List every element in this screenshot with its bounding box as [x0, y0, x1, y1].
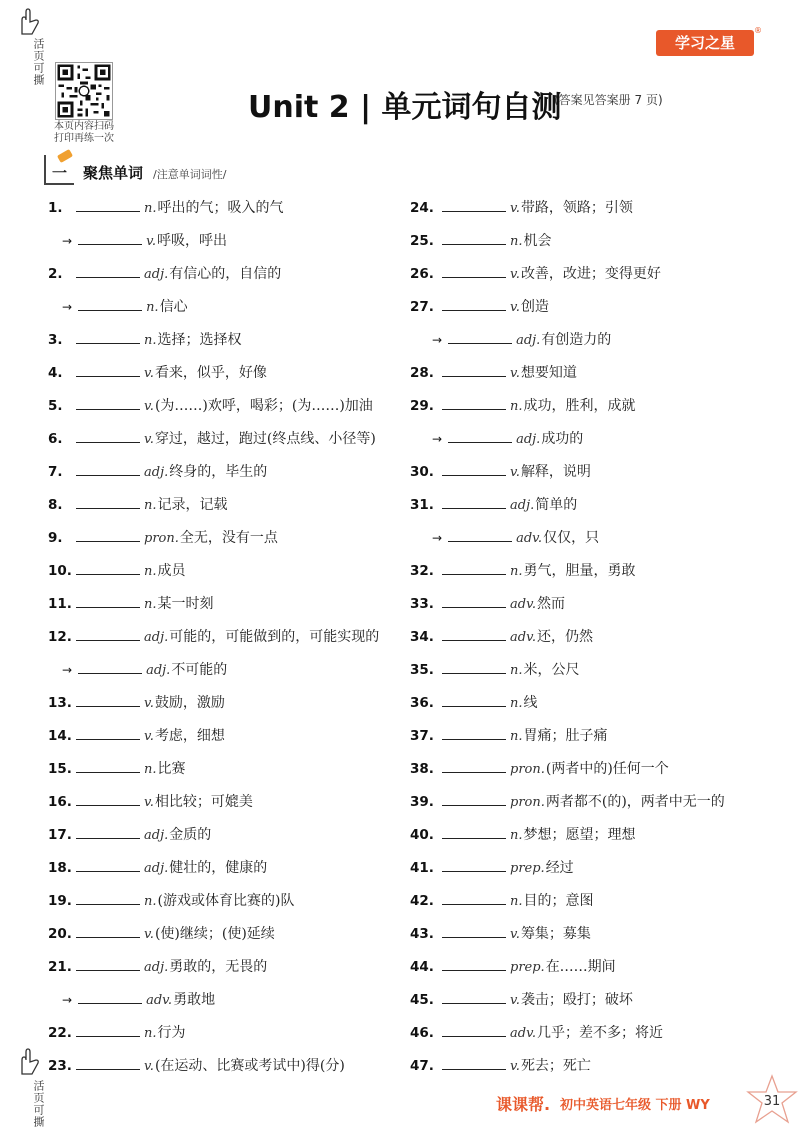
part-of-speech: adj.: [144, 465, 169, 480]
definition: 胃痛；肚子痛: [523, 728, 608, 744]
definition: (使)继续；(使)延续: [154, 926, 275, 942]
definition: 米，公尺: [523, 662, 580, 678]
definition: 线: [523, 695, 538, 711]
answer-blank[interactable]: [76, 857, 140, 872]
answer-blank[interactable]: [76, 956, 140, 971]
vocab-item: [48, 626, 379, 650]
item-number: 10.: [48, 563, 72, 579]
part-of-speech: adv.: [510, 597, 537, 612]
answer-blank[interactable]: [76, 725, 140, 740]
answer-blank[interactable]: [78, 989, 142, 1004]
part-of-speech: prep.: [510, 960, 545, 975]
vocab-item: [48, 329, 242, 353]
part-of-speech: v.: [510, 201, 520, 216]
item-number: 15.: [48, 761, 72, 777]
answer-blank[interactable]: [442, 626, 506, 641]
vocab-item: [48, 1022, 186, 1046]
definition: 比赛: [157, 761, 186, 777]
vocab-item: [410, 923, 591, 947]
answer-blank[interactable]: [448, 329, 512, 344]
definition: 目的；意图: [523, 893, 594, 909]
definition: 呼出的气；吸入的气: [157, 200, 284, 216]
definition: 筹集；募集: [520, 926, 591, 942]
arrow-icon: →: [432, 333, 443, 347]
definition: 记录，记载: [157, 497, 228, 513]
item-number: 1.: [48, 200, 63, 216]
definition: 考虑，细想: [154, 728, 225, 744]
definition: 仅仅，只: [543, 530, 600, 546]
section-number: 一: [52, 164, 68, 182]
definition: (为……)欢呼，喝彩；(为……)加油: [154, 398, 373, 414]
part-of-speech: adj.: [510, 498, 535, 513]
vocab-item: [48, 1055, 345, 1079]
part-of-speech: n.: [510, 729, 523, 744]
item-number: 30.: [410, 464, 434, 480]
answer-blank[interactable]: [442, 1022, 506, 1037]
part-of-speech: v.: [144, 795, 154, 810]
vocab-item: [410, 659, 580, 683]
definition: 穿过，越过，跑过(终点线、小径等): [154, 431, 376, 447]
part-of-speech: n.: [144, 894, 157, 909]
definition: 成员: [157, 563, 186, 579]
part-of-speech: v.: [144, 927, 154, 942]
item-number: 6.: [48, 431, 63, 447]
part-of-speech: v.: [144, 432, 154, 447]
part-of-speech: n.: [144, 498, 157, 513]
part-of-speech: v.: [146, 234, 156, 249]
vocab-item: [410, 395, 636, 419]
part-of-speech: v.: [144, 729, 154, 744]
item-number: 34.: [410, 629, 434, 645]
answer-blank[interactable]: [76, 329, 140, 344]
answer-reference-note: (答案见答案册 7 页): [554, 93, 663, 107]
answer-blank[interactable]: [442, 494, 506, 509]
part-of-speech: adv.: [146, 993, 173, 1008]
definition: 改善，改进；变得更好: [520, 266, 661, 282]
answer-blank[interactable]: [442, 362, 506, 377]
item-number: 14.: [48, 728, 72, 744]
part-of-speech: pron.: [510, 762, 545, 777]
definition: 行为: [157, 1025, 186, 1041]
part-of-speech: v.: [510, 993, 520, 1008]
vocab-item: [48, 758, 186, 782]
answer-blank[interactable]: [76, 395, 140, 410]
answer-blank[interactable]: [76, 890, 140, 905]
part-of-speech: adj.: [144, 861, 169, 876]
part-of-speech: pron.: [144, 531, 179, 546]
vocab-item: [410, 989, 633, 1013]
part-of-speech: v.: [510, 1059, 520, 1074]
hand-pointer-icon: [14, 8, 40, 36]
part-of-speech: n.: [510, 399, 523, 414]
answer-blank[interactable]: [76, 263, 140, 278]
part-of-speech: n.: [144, 201, 157, 216]
item-number: 2.: [48, 266, 63, 282]
part-of-speech: v.: [510, 465, 520, 480]
answer-blank[interactable]: [442, 692, 506, 707]
part-of-speech: n.: [510, 234, 523, 249]
vocab-item: [48, 692, 225, 716]
item-number: 7.: [48, 464, 63, 480]
vocab-item: [48, 857, 267, 881]
answer-blank[interactable]: [442, 890, 506, 905]
definition: (游戏或体育比赛的)队: [157, 893, 295, 909]
vocab-item: [48, 560, 186, 584]
vocab-item: [48, 956, 267, 980]
page-number: 31: [763, 1094, 781, 1109]
item-number: 5.: [48, 398, 63, 414]
definition: 有创造力的: [541, 332, 612, 348]
answer-blank[interactable]: [76, 494, 140, 509]
arrow-icon: →: [432, 531, 443, 545]
answer-blank[interactable]: [442, 758, 506, 773]
vocab-item: [48, 791, 253, 815]
item-number: 13.: [48, 695, 72, 711]
vocab-item: [48, 428, 376, 452]
answer-blank[interactable]: [442, 395, 506, 410]
vocab-item: [410, 626, 593, 650]
item-number: 19.: [48, 893, 72, 909]
answer-blank[interactable]: [76, 428, 140, 443]
definition: 创造: [520, 299, 549, 315]
item-number: 33.: [410, 596, 434, 612]
item-number: 27.: [410, 299, 434, 315]
vocab-item: [48, 890, 294, 914]
answer-blank[interactable]: [78, 230, 142, 245]
vocab-item: [410, 791, 725, 815]
answer-blank[interactable]: [442, 824, 506, 839]
arrow-icon: →: [62, 663, 73, 677]
vocab-derived-item: [432, 428, 583, 452]
vocab-item: [48, 362, 267, 386]
answer-blank[interactable]: [442, 956, 506, 971]
definition: 成功的: [541, 431, 584, 447]
part-of-speech: n.: [510, 696, 523, 711]
item-number: 8.: [48, 497, 63, 513]
answer-blank[interactable]: [442, 560, 506, 575]
vocab-item: [48, 725, 225, 749]
part-of-speech: adv.: [510, 1026, 537, 1041]
definition: 几乎；差不多；将近: [537, 1025, 664, 1041]
part-of-speech: v.: [510, 366, 520, 381]
brand-logo: 学习之星: [656, 30, 754, 56]
definition: 解释，说明: [520, 464, 591, 480]
answer-blank[interactable]: [76, 923, 140, 938]
definition: 想要知道: [520, 365, 577, 381]
item-number: 26.: [410, 266, 434, 282]
vocab-item: [410, 362, 577, 386]
answer-blank[interactable]: [76, 758, 140, 773]
definition: 呼吸，呼出: [157, 233, 227, 249]
definition: 两者都不(的)，两者中无一的: [545, 794, 725, 810]
answer-blank[interactable]: [76, 692, 140, 707]
part-of-speech: n.: [144, 333, 157, 348]
item-number: 16.: [48, 794, 72, 810]
item-number: 28.: [410, 365, 434, 381]
vocab-derived-item: [62, 296, 188, 320]
item-number: 41.: [410, 860, 434, 876]
vocab-item: [48, 395, 373, 419]
answer-blank[interactable]: [448, 428, 512, 443]
part-of-speech: n.: [146, 300, 159, 315]
definition: 机会: [523, 233, 552, 249]
answer-blank[interactable]: [442, 923, 506, 938]
vocab-item: [48, 593, 214, 617]
vocab-item: [48, 494, 228, 518]
part-of-speech: adj.: [144, 960, 169, 975]
vocab-item: [410, 1055, 591, 1079]
registered-mark: ®: [754, 26, 762, 35]
part-of-speech: adj.: [144, 267, 169, 282]
part-of-speech: n.: [510, 894, 523, 909]
definition: 金质的: [169, 827, 212, 843]
definition: 看来，似乎，好像: [154, 365, 267, 381]
arrow-icon: →: [62, 234, 73, 248]
vocab-item: [410, 560, 636, 584]
item-number: 43.: [410, 926, 434, 942]
definition: 选择；选择权: [157, 332, 242, 348]
part-of-speech: n.: [144, 597, 157, 612]
part-of-speech: adj.: [144, 630, 169, 645]
definition: 勇敢的，无畏的: [169, 959, 268, 975]
qr-code[interactable]: [55, 62, 113, 120]
answer-blank[interactable]: [78, 659, 142, 674]
answer-blank[interactable]: [442, 263, 506, 278]
item-number: 29.: [410, 398, 434, 414]
answer-blank[interactable]: [442, 659, 506, 674]
vocab-item: [410, 263, 661, 287]
definition: 在……期间: [545, 959, 616, 975]
footer-brand: 课课帮.: [496, 1095, 551, 1114]
answer-blank[interactable]: [442, 230, 506, 245]
part-of-speech: v.: [510, 927, 520, 942]
part-of-speech: v.: [144, 696, 154, 711]
vocab-item: [410, 890, 594, 914]
definition: 全无，没有一点: [179, 530, 278, 546]
answer-blank[interactable]: [76, 626, 140, 641]
part-of-speech: adj.: [144, 828, 169, 843]
vocab-item: [410, 296, 549, 320]
part-of-speech: v.: [144, 366, 154, 381]
definition: 简单的: [535, 497, 578, 513]
tear-off-label-bottom: 活页可撕: [32, 1080, 45, 1128]
item-number: 20.: [48, 926, 72, 942]
answer-blank[interactable]: [442, 461, 506, 476]
answer-blank[interactable]: [442, 989, 506, 1004]
vocab-item: [48, 824, 211, 848]
answer-blank[interactable]: [76, 1055, 140, 1070]
part-of-speech: n.: [510, 828, 523, 843]
vocab-item: [410, 725, 608, 749]
qr-caption-line: 本页内容扫码: [54, 121, 114, 132]
item-number: 9.: [48, 530, 63, 546]
part-of-speech: prep.: [510, 861, 545, 876]
vocab-derived-item: [62, 659, 227, 683]
vocab-item: [48, 263, 281, 287]
answer-blank[interactable]: [76, 1022, 140, 1037]
definition: 勇气，胆量，勇敢: [523, 563, 636, 579]
item-number: 45.: [410, 992, 434, 1008]
definition: 还，仍然: [537, 629, 594, 645]
arrow-icon: →: [62, 300, 73, 314]
vocab-derived-item: [432, 329, 611, 353]
vocab-item: [410, 494, 577, 518]
item-number: 37.: [410, 728, 434, 744]
item-number: 35.: [410, 662, 434, 678]
part-of-speech: n.: [144, 564, 157, 579]
item-number: 22.: [48, 1025, 72, 1041]
item-number: 36.: [410, 695, 434, 711]
vocab-item: [410, 758, 669, 782]
item-number: 47.: [410, 1058, 434, 1074]
answer-blank[interactable]: [442, 197, 506, 212]
vocab-item: [410, 461, 591, 485]
part-of-speech: adj.: [516, 432, 541, 447]
item-number: 12.: [48, 629, 72, 645]
answer-blank[interactable]: [78, 296, 142, 311]
definition: 可能的，可能做到的，可能实现的: [169, 629, 380, 645]
item-number: 11.: [48, 596, 72, 612]
vocab-item: [48, 461, 267, 485]
vocab-derived-item: [432, 527, 599, 551]
section-title: 聚焦单词: [83, 164, 144, 182]
footer-book-title: 初中英语七年级 下册 WY: [560, 1098, 710, 1113]
definition: 梦想；愿望；理想: [523, 827, 636, 843]
definition: (两者中的)任何一个: [545, 761, 669, 777]
definition: (在运动、比赛或考试中)得(分): [154, 1058, 345, 1074]
definition: 勇敢地: [173, 992, 216, 1008]
part-of-speech: v.: [510, 267, 520, 282]
vocab-item: [410, 1022, 663, 1046]
qr-caption-line: 打印再练一次: [54, 133, 114, 144]
answer-blank[interactable]: [442, 725, 506, 740]
answer-blank[interactable]: [76, 560, 140, 575]
tear-off-label-top: 活页可撕: [32, 38, 45, 86]
qr-caption: [42, 121, 126, 145]
hand-pointer-icon: [14, 1048, 40, 1076]
definition: 成功，胜利，成就: [523, 398, 636, 414]
answer-blank[interactable]: [76, 362, 140, 377]
item-number: 3.: [48, 332, 63, 348]
definition: 然而: [537, 596, 566, 612]
item-number: 39.: [410, 794, 434, 810]
vocab-derived-item: [62, 989, 215, 1013]
item-number: 38.: [410, 761, 434, 777]
item-number: 42.: [410, 893, 434, 909]
part-of-speech: v.: [510, 300, 520, 315]
definition: 终身的，毕生的: [169, 464, 268, 480]
definition: 相比较；可媲美: [154, 794, 253, 810]
vocab-item: [410, 593, 565, 617]
part-of-speech: n.: [144, 1026, 157, 1041]
answer-blank[interactable]: [442, 791, 506, 806]
item-number: 25.: [410, 233, 434, 249]
definition: 不可能的: [171, 662, 228, 678]
vocab-item: [410, 824, 636, 848]
vocab-item: [410, 197, 633, 221]
vocab-item: [410, 956, 616, 980]
answer-blank[interactable]: [442, 593, 506, 608]
vocab-item: [410, 230, 552, 254]
vocab-item: [410, 692, 538, 716]
answer-blank[interactable]: [76, 791, 140, 806]
part-of-speech: n.: [510, 564, 523, 579]
answer-blank[interactable]: [76, 461, 140, 476]
definition: 死去；死亡: [520, 1058, 591, 1074]
definition: 信心: [159, 299, 188, 315]
vocab-item: [410, 857, 574, 881]
definition: 有信心的，自信的: [169, 266, 282, 282]
item-number: 21.: [48, 959, 72, 975]
part-of-speech: adv.: [516, 531, 543, 546]
part-of-speech: pron.: [510, 795, 545, 810]
part-of-speech: adv.: [510, 630, 537, 645]
item-number: 31.: [410, 497, 434, 513]
section-note: /注意单词词性/: [153, 168, 227, 181]
definition: 某一时刻: [157, 596, 214, 612]
definition: 健壮的，健康的: [169, 860, 268, 876]
item-number: 17.: [48, 827, 72, 843]
answer-blank[interactable]: [442, 1055, 506, 1070]
item-number: 40.: [410, 827, 434, 843]
answer-blank[interactable]: [448, 527, 512, 542]
part-of-speech: n.: [144, 762, 157, 777]
item-number: 4.: [48, 365, 63, 381]
item-number: 23.: [48, 1058, 72, 1074]
answer-blank[interactable]: [76, 824, 140, 839]
answer-blank[interactable]: [76, 197, 140, 212]
vocab-item: [48, 197, 284, 221]
part-of-speech: n.: [510, 663, 523, 678]
answer-blank[interactable]: [442, 296, 506, 311]
answer-blank[interactable]: [76, 593, 140, 608]
arrow-icon: →: [62, 993, 73, 1007]
definition: 袭击；殴打；破坏: [520, 992, 633, 1008]
answer-blank[interactable]: [442, 857, 506, 872]
item-number: 32.: [410, 563, 434, 579]
definition: 带路，领路；引领: [520, 200, 633, 216]
item-number: 46.: [410, 1025, 434, 1041]
definition: 鼓励，激励: [154, 695, 225, 711]
page-title: Unit 2 | 单元词句自测: [248, 90, 562, 125]
definition: 经过: [545, 860, 574, 876]
part-of-speech: v.: [144, 1059, 154, 1074]
part-of-speech: adj.: [146, 663, 171, 678]
vocab-item: [48, 527, 278, 551]
item-number: 18.: [48, 860, 72, 876]
part-of-speech: v.: [144, 399, 154, 414]
vocab-derived-item: [62, 230, 227, 254]
part-of-speech: adj.: [516, 333, 541, 348]
arrow-icon: →: [432, 432, 443, 446]
item-number: 24.: [410, 200, 434, 216]
vocab-item: [48, 923, 275, 947]
item-number: 44.: [410, 959, 434, 975]
answer-blank[interactable]: [76, 527, 140, 542]
